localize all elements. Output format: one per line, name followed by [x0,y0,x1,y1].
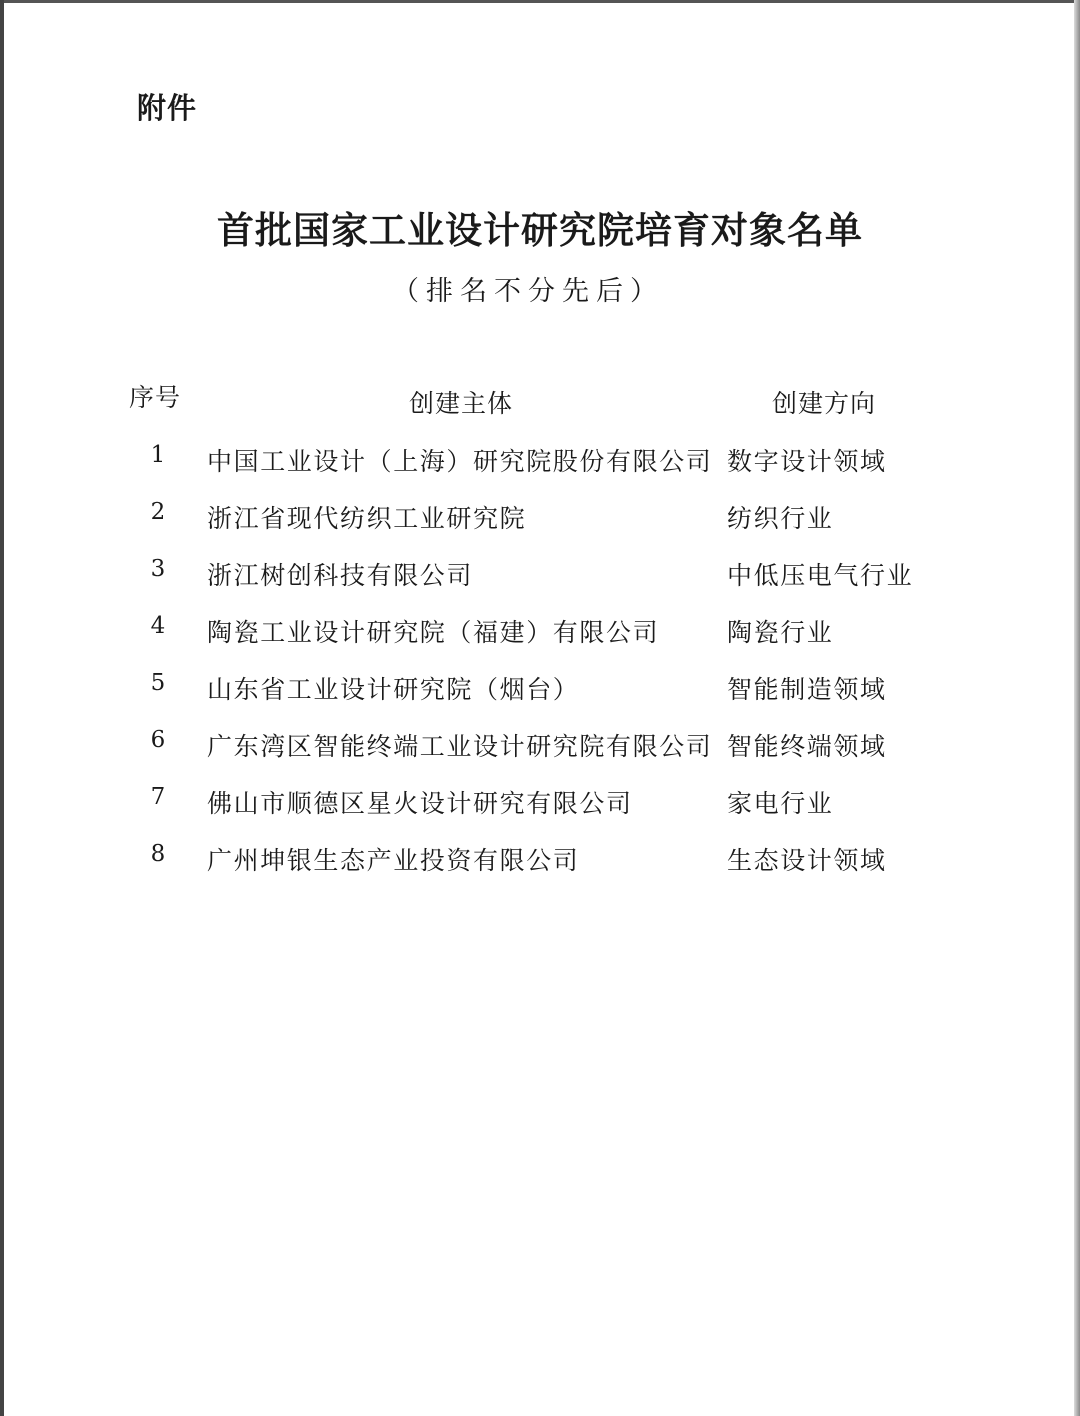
row-direction: 智能终端领域 [727,732,887,761]
document-title: 首批国家工业设计研究院培育对象名单 [217,208,863,252]
row-entity: 山东省工业设计研究院（烟台） [207,675,580,704]
row-entity: 广东湾区智能终端工业设计研究院有限公司 [207,732,713,761]
row-entity: 中国工业设计（上海）研究院股份有限公司 [207,447,713,476]
table-row [0,727,1080,767]
row-entity: 陶瓷工业设计研究院（福建）有限公司 [207,618,660,647]
header-number: 序号 [129,383,182,412]
row-direction: 数字设计领域 [727,447,887,476]
scan-edge-top [0,0,1080,3]
row-entity: 佛山市顺德区星火设计研究有限公司 [207,789,633,818]
row-direction: 陶瓷行业 [727,618,834,647]
header-direction: 创建方向 [772,389,877,418]
table-row [0,499,1080,539]
row-entity: 浙江树创科技有限公司 [207,561,474,590]
header-entity: 创建主体 [409,389,514,418]
attachment-label: 附件 [137,91,198,125]
row-direction: 生态设计领域 [727,846,887,875]
row-number: 6 [150,727,166,753]
table-row [0,784,1080,824]
row-direction: 中低压电气行业 [727,561,914,590]
table-row [0,613,1080,653]
row-direction: 家电行业 [727,789,834,818]
document-subtitle: （排名不分先后） [392,276,664,307]
row-number: 4 [150,613,166,639]
row-number: 7 [150,784,166,810]
row-number: 5 [150,670,166,696]
row-direction: 纺织行业 [727,504,834,533]
row-direction: 智能制造领域 [727,675,887,704]
row-number: 3 [150,556,166,582]
row-entity: 浙江省现代纺织工业研究院 [207,504,527,533]
row-entity: 广州坤银生态产业投资有限公司 [207,846,580,875]
row-number: 1 [150,442,166,468]
table-row [0,556,1080,596]
table-row [0,442,1080,482]
row-number: 2 [150,499,166,525]
row-number: 8 [150,841,166,867]
table-row [0,670,1080,710]
table-row [0,841,1080,881]
